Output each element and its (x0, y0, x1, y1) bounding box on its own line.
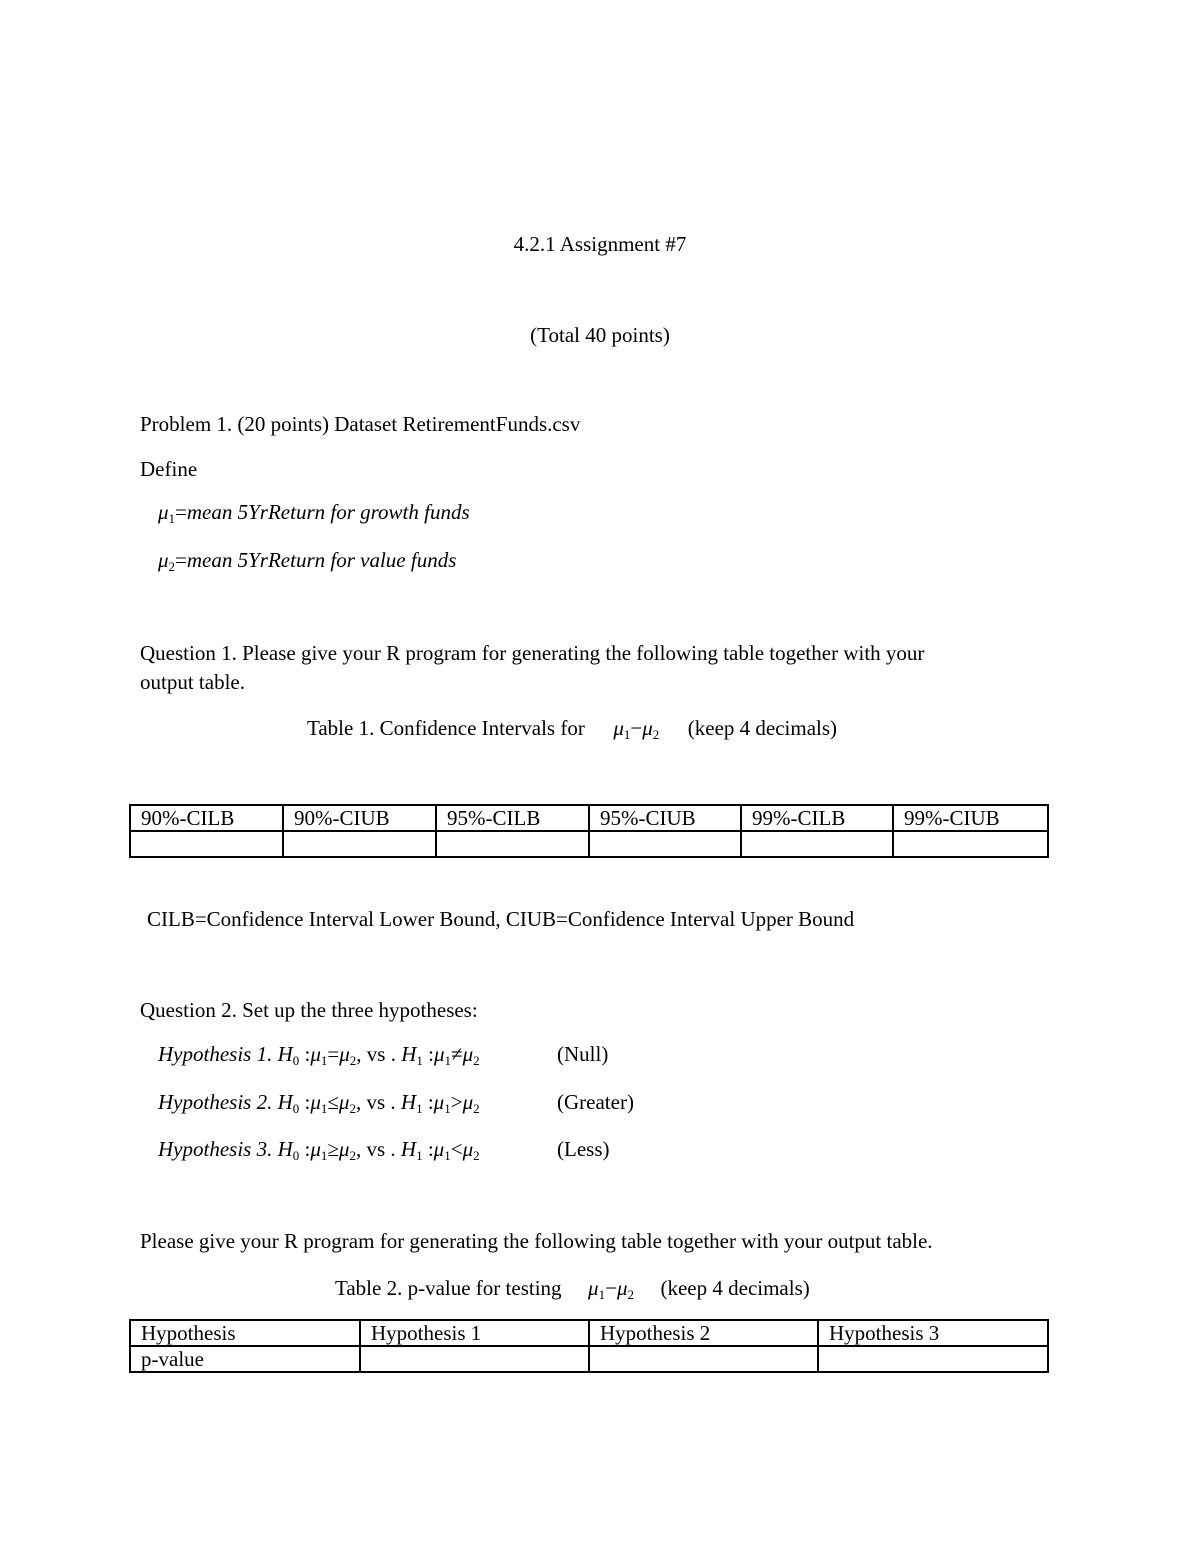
h0-symbol: H (277, 1137, 293, 1161)
h1-relation: ≠ (451, 1042, 463, 1066)
table-header-row (130, 805, 1048, 831)
h1-subscript: 1 (416, 1053, 423, 1068)
mu-subscript: 2 (168, 559, 176, 574)
h0-subscript: 0 (292, 1101, 300, 1116)
h1-subscript: 1 (416, 1101, 423, 1116)
table-header-cell: Hypothesis (130, 1320, 360, 1346)
h1-relation: < (450, 1137, 463, 1161)
vs-text: , vs . (355, 1090, 401, 1114)
table-cell: p-value (130, 1346, 360, 1372)
hypothesis-3: Hypothesis 3. $H_0$ $:\mu_1\ge\mu_2$, vs . $H_1$ $:\mu_1<\mu_2$ (158, 1137, 480, 1163)
table-header-cell: 95%-CIUB (589, 805, 741, 831)
definition-mu2 (158, 548, 456, 575)
h0-subscript: 0 (292, 1148, 300, 1163)
vs-text: , vs . (356, 1042, 402, 1066)
equals-sign: = (175, 548, 187, 572)
table-cell (818, 1346, 1048, 1372)
table-header-cell: 99%-CILB (741, 805, 893, 831)
table-cell (130, 831, 283, 857)
hypothesis-label: Hypothesis 1. (158, 1042, 273, 1066)
table-header-cell: Hypothesis 2 (589, 1320, 818, 1346)
question2-instruction: Please give your R program for generating the following table together with your output table. (140, 1229, 933, 1253)
hypothesis-label: Hypothesis 3. (158, 1137, 273, 1161)
table-header-cell: Hypothesis 1 (360, 1320, 589, 1346)
hypothesis-1: Hypothesis 1. $H_0$ $:\mu_1=\mu_2$, vs . $H_1$ $:\mu_1\ne\mu_2$ (158, 1042, 480, 1068)
table1-caption (307, 716, 837, 743)
vs-text: , vs . (355, 1137, 401, 1161)
abbreviation-note: CILB=Confidence Interval Lower Bound, CIUB=Confidence Interval Upper Bound (147, 907, 855, 931)
table-cell (360, 1346, 589, 1372)
question2-heading: Question 2. Set up the three hypotheses: (140, 998, 478, 1022)
page-title: 4.2.1 Assignment #7 (513, 232, 687, 256)
table-header-cell: 90%-CIUB (283, 805, 436, 831)
caption-prefix: Table 2. p-value for testing (335, 1276, 562, 1300)
h1-subscript: 1 (416, 1148, 423, 1163)
hypothesis-2: Hypothesis 2. $H_0$ $:\mu_1\le\mu_2$, vs . $H_1$ $:\mu_1>\mu_2$ (158, 1090, 480, 1116)
hypothesis-3-name: (Less) (557, 1137, 610, 1161)
table-header-cell: Hypothesis 3 (818, 1320, 1048, 1346)
hypothesis-2-name: (Greater) (557, 1090, 634, 1114)
define-label: Define (140, 457, 198, 481)
h0-relation: ≤ (327, 1090, 339, 1114)
mu-symbol: μ (158, 500, 169, 524)
confidence-interval-table (129, 804, 1049, 858)
table2-caption: Table 2. p-value for testing $\mu_1-\mu_2$ (keep 4 decimals) (335, 1276, 810, 1302)
table-header-cell: 99%-CIUB (893, 805, 1048, 831)
p-value-table (129, 1319, 1049, 1373)
table-header-row (130, 1320, 1048, 1346)
definition-mu1 (158, 500, 470, 527)
table-header-cell: 90%-CILB (130, 805, 283, 831)
caption-suffix: (keep 4 decimals) (660, 1276, 810, 1300)
page-subtitle: (Total 40 points) (530, 323, 670, 347)
h0-relation: = (327, 1042, 340, 1066)
h1-relation: > (450, 1090, 463, 1114)
question1-line2: output table. (140, 670, 245, 694)
minus-sign: − (630, 716, 643, 740)
h1-symbol: H (401, 1042, 417, 1066)
h1-symbol: H (400, 1090, 417, 1114)
hypothesis-label: Hypothesis 2. (158, 1090, 273, 1114)
table-cell (893, 831, 1048, 857)
table-cell (283, 831, 436, 857)
h1-symbol: H (400, 1137, 417, 1161)
hypothesis-1-name: (Null) (557, 1042, 609, 1066)
table-header-cell: 95%-CILB (436, 805, 589, 831)
problem-heading: Problem 1. (20 points) Dataset RetirementFunds.csv (140, 412, 581, 436)
mu-symbol: μ (158, 548, 169, 572)
mu-subscript: 1 (623, 727, 631, 742)
mu-subscript: 2 (652, 727, 660, 742)
mu-symbol: μ (642, 716, 653, 740)
table-cell (741, 831, 893, 857)
definition-text: mean 5YrReturn for value funds (186, 548, 457, 572)
table-cell (589, 831, 741, 857)
definition-text: mean 5YrReturn for growth funds (186, 500, 470, 524)
equals-sign: = (175, 500, 187, 524)
question1-line1: Question 1. Please give your R program for generating the following table together with your (140, 641, 925, 665)
h0-symbol: H (277, 1042, 293, 1066)
mu-symbol: μ (613, 716, 624, 740)
h0-subscript: 0 (292, 1053, 300, 1068)
caption-prefix: Table 1. Confidence Intervals for (307, 716, 585, 740)
h0-symbol: H (277, 1090, 293, 1114)
h0-relation: ≥ (327, 1137, 339, 1161)
table-row (130, 1346, 1048, 1372)
mu-subscript: 1 (168, 511, 176, 526)
table-row (130, 831, 1048, 857)
caption-suffix: (keep 4 decimals) (687, 716, 838, 740)
table-cell (436, 831, 589, 857)
table-cell (589, 1346, 818, 1372)
